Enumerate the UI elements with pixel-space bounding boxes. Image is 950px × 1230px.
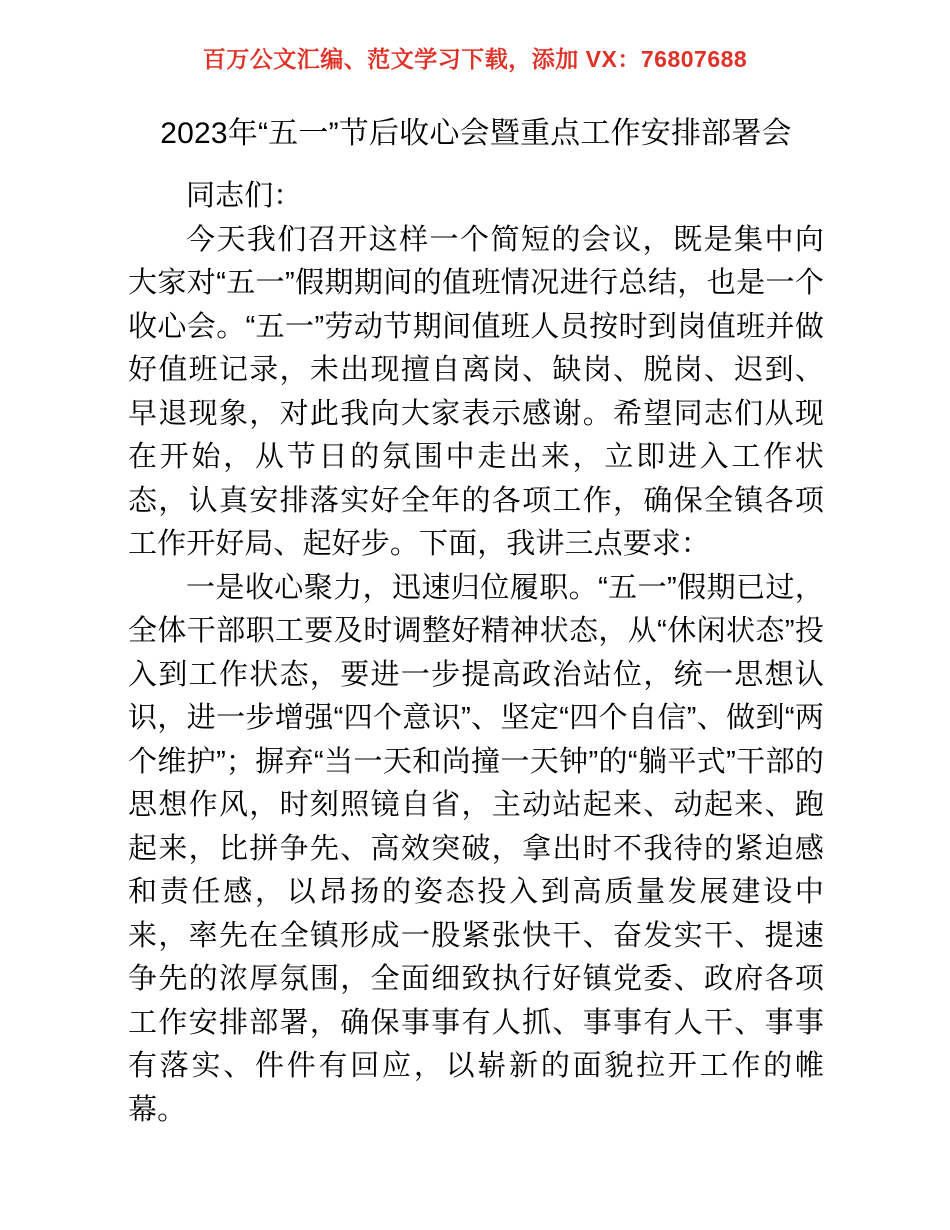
promo-header-text: 百万公文汇编、范文学习下载，添加 VX：76807688 bbox=[202, 46, 748, 72]
paragraph-1: 今天我们召开这样一个简短的会议，既是集中向大家对“五一”假期期间的值班情况进行总结，也是一个收心会。“五一”劳动节期间值班人员按时到岗值班并做好值班记录，未出现擅自离岗、缺岗、脱岗、迟到、早退现象，对此我向大家表示感谢。希望同志们从现在开始，从节日的氛围中走出来，立即进入工作状态，认真安排落实好全年的各项工作，确保全镇各项工作开好局、起好步。下面，我讲三点要求： bbox=[128, 223, 824, 560]
document-title: 2023年“五一”节后收心会暨重点工作安排部署会 bbox=[160, 117, 792, 150]
salutation-line: 同志们： bbox=[186, 180, 303, 212]
document-body bbox=[128, 112, 824, 1132]
paragraph-2: 一是收心聚力，迅速归位履职。“五一”假期已过，全体干部职工要及时调整好精神状态，从“休闲状态”投入到工作状态，要进一步提高政治站位，统一思想认识，进一步增强“四个意识”、坚定“四个自信”、做到“两个维护”；摒弃“当一天和尚撞一天钟”的“躺平式”干部的思想作风，时刻照镜自省，主动站起来、动起来、跑起来，比拼争先、高效突破，拿出时不我待的紧迫感和责任感，以昂扬的姿态投入到高质量发展建设中来，率先在全镇形成一股紧张快干、奋发实干、提速争先的浓厚氛围，全面细致执行好镇党委、政府各项工作安排部署，确保事事有人抓、事事有人干、事事有落实、件件有回应，以崭新的面貌拉开工作的帷幕。 bbox=[128, 571, 824, 1126]
